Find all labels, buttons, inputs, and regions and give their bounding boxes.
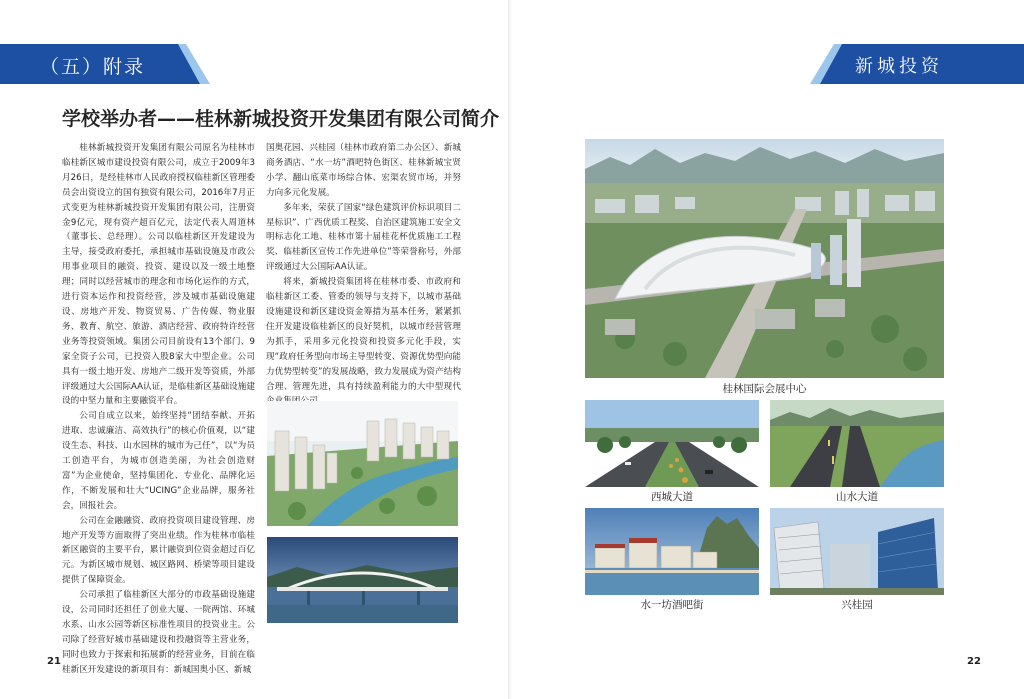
caption-xicheng-avenue: 西城大道	[651, 491, 693, 503]
shanshui-avenue-photo	[770, 400, 944, 487]
xinggui-park-photo	[770, 508, 944, 595]
left-page	[0, 0, 510, 699]
page-number-right: 22	[967, 656, 981, 667]
paragraph: 多年来，荣获了国家“绿色建筑评价标识项目二星标识”、广西优质工程奖、自治区建筑施工安全文明标志化工地、桂林市第十届桂花杯优质施工工程奖、临桂新区宣传工作先进单位”等荣誉称号，外部评级通过大公国际AA认证。	[266, 202, 461, 273]
bridge-photo	[267, 537, 458, 623]
right-page	[512, 0, 1024, 699]
text-column-2	[266, 141, 461, 409]
caption-shanshui-avenue: 山水大道	[836, 491, 878, 503]
shuiyifang-bar-street-photo	[585, 508, 759, 595]
paragraph: 国奥花园、兴桂园（桂林市政府第二办公区）、新城商务酒店、“水一坊”酒吧特色街区、桂林新城宝贤小学、翻山底菜市场综合体、宏渠农贸市场，并努力向多元化发展。	[266, 143, 461, 198]
section-header-label: （五）附录	[40, 56, 146, 78]
paragraph: 桂林新城投资开发集团有限公司原名为桂林市临桂新区城市建设投资有限公司，成立于2009年3月26日，是经桂林市人民政府授权临桂新区管理委员会出资设立的国有独资有限公司，2016年7月正式变更为桂林新城投资开发集团有限公司，注册资金9亿元，现有资产超百亿元，法定代表人周道林（董事长、总经理）。公司以临桂新区开发建设为主导，接受政府委托，承担城市基础设施及市政公用事业项目的融资、投资、建设以及一级土地整理；同时以经营城市的理念和市场化运作的方式，进行资本运作和投资经营，涉及城市基础设施建设、房地产开发、物资贸易、广告传媒、物业服务、教育、航空、旅游、酒店经营、政府特许经营业务等投资领域。集团公司目前设有13个部门、9家全资子公司，已投资入股8家大中型企业。公司具有一级土地开发、房地产二级开发等资质，外部评级通过大公国际AA认证，是临桂新区基础设施建设的中坚力量和主要融资平台。	[62, 143, 255, 407]
paragraph: 公司承担了临桂新区大部分的市政基础设施建设，公司同时还担任了创业大厦、一院两馆、环城水系、山水公园等新区标准性项目的投资业主。公司除了经营好城市基础建设和投融资等主营业务，同时也致力于探索和拓展新的经营业务，目前在临桂新区开发建设的新项目有：新城国奥小区、新城	[62, 590, 255, 675]
caption-shuiyifang: 水一坊酒吧街	[640, 599, 704, 611]
xicheng-avenue-photo	[585, 400, 759, 487]
caption-xinggui: 兴桂园	[841, 599, 873, 611]
paragraph: 公司在金融融资、政府投资项目建设管理、房地产开发等方面取得了突出业绩。作为桂林市临桂新区融资的主要平台，累计融资到位资金超过百亿元。为新区城市规划、城区路网、桥梁等项目建设提供了保障资金。	[62, 515, 255, 586]
expo-center-aerial-photo	[585, 139, 944, 378]
page-title: 学校举办者——桂林新城投资开发集团有限公司简介	[62, 108, 500, 130]
paragraph: 公司自成立以来，始终坚持“团结奉献、开拓进取、忠诚廉洁、高效执行”的核心价值观，以“建设生态、科技、山水园林的城市为己任”，以“为员工创造平台，为城市创造美丽，为社会创造财富”为企业使命，坚持集团化、专业化、品牌化运作，不断发展和壮大“UCING”企业品牌，服务社会，回报社会。	[62, 411, 255, 511]
caption-expo-center: 桂林国际会展中心	[722, 383, 807, 395]
text-column-1	[62, 141, 255, 678]
brand-header-label: 新城投资	[855, 56, 943, 77]
paragraph: 将来，新城投资集团将在桂林市委、市政府和临桂新区工委、管委的领导与支持下，以城市基础设施建设和新区建设资金筹措为基本任务，紧紧抓住开发建设临桂新区的良好契机，以城市经营管理为抓手，采用多元化投资和投资多元化手段，实现“政府任务型向市场主导型转变、资源优势型向能力优势型转变”的发展战略，致力发展成为资产结构合理、管理先进，具有持续盈利能力的大中型现代	[266, 277, 461, 392]
page-number-left: 21	[47, 656, 61, 667]
residential-river-photo	[267, 401, 458, 526]
